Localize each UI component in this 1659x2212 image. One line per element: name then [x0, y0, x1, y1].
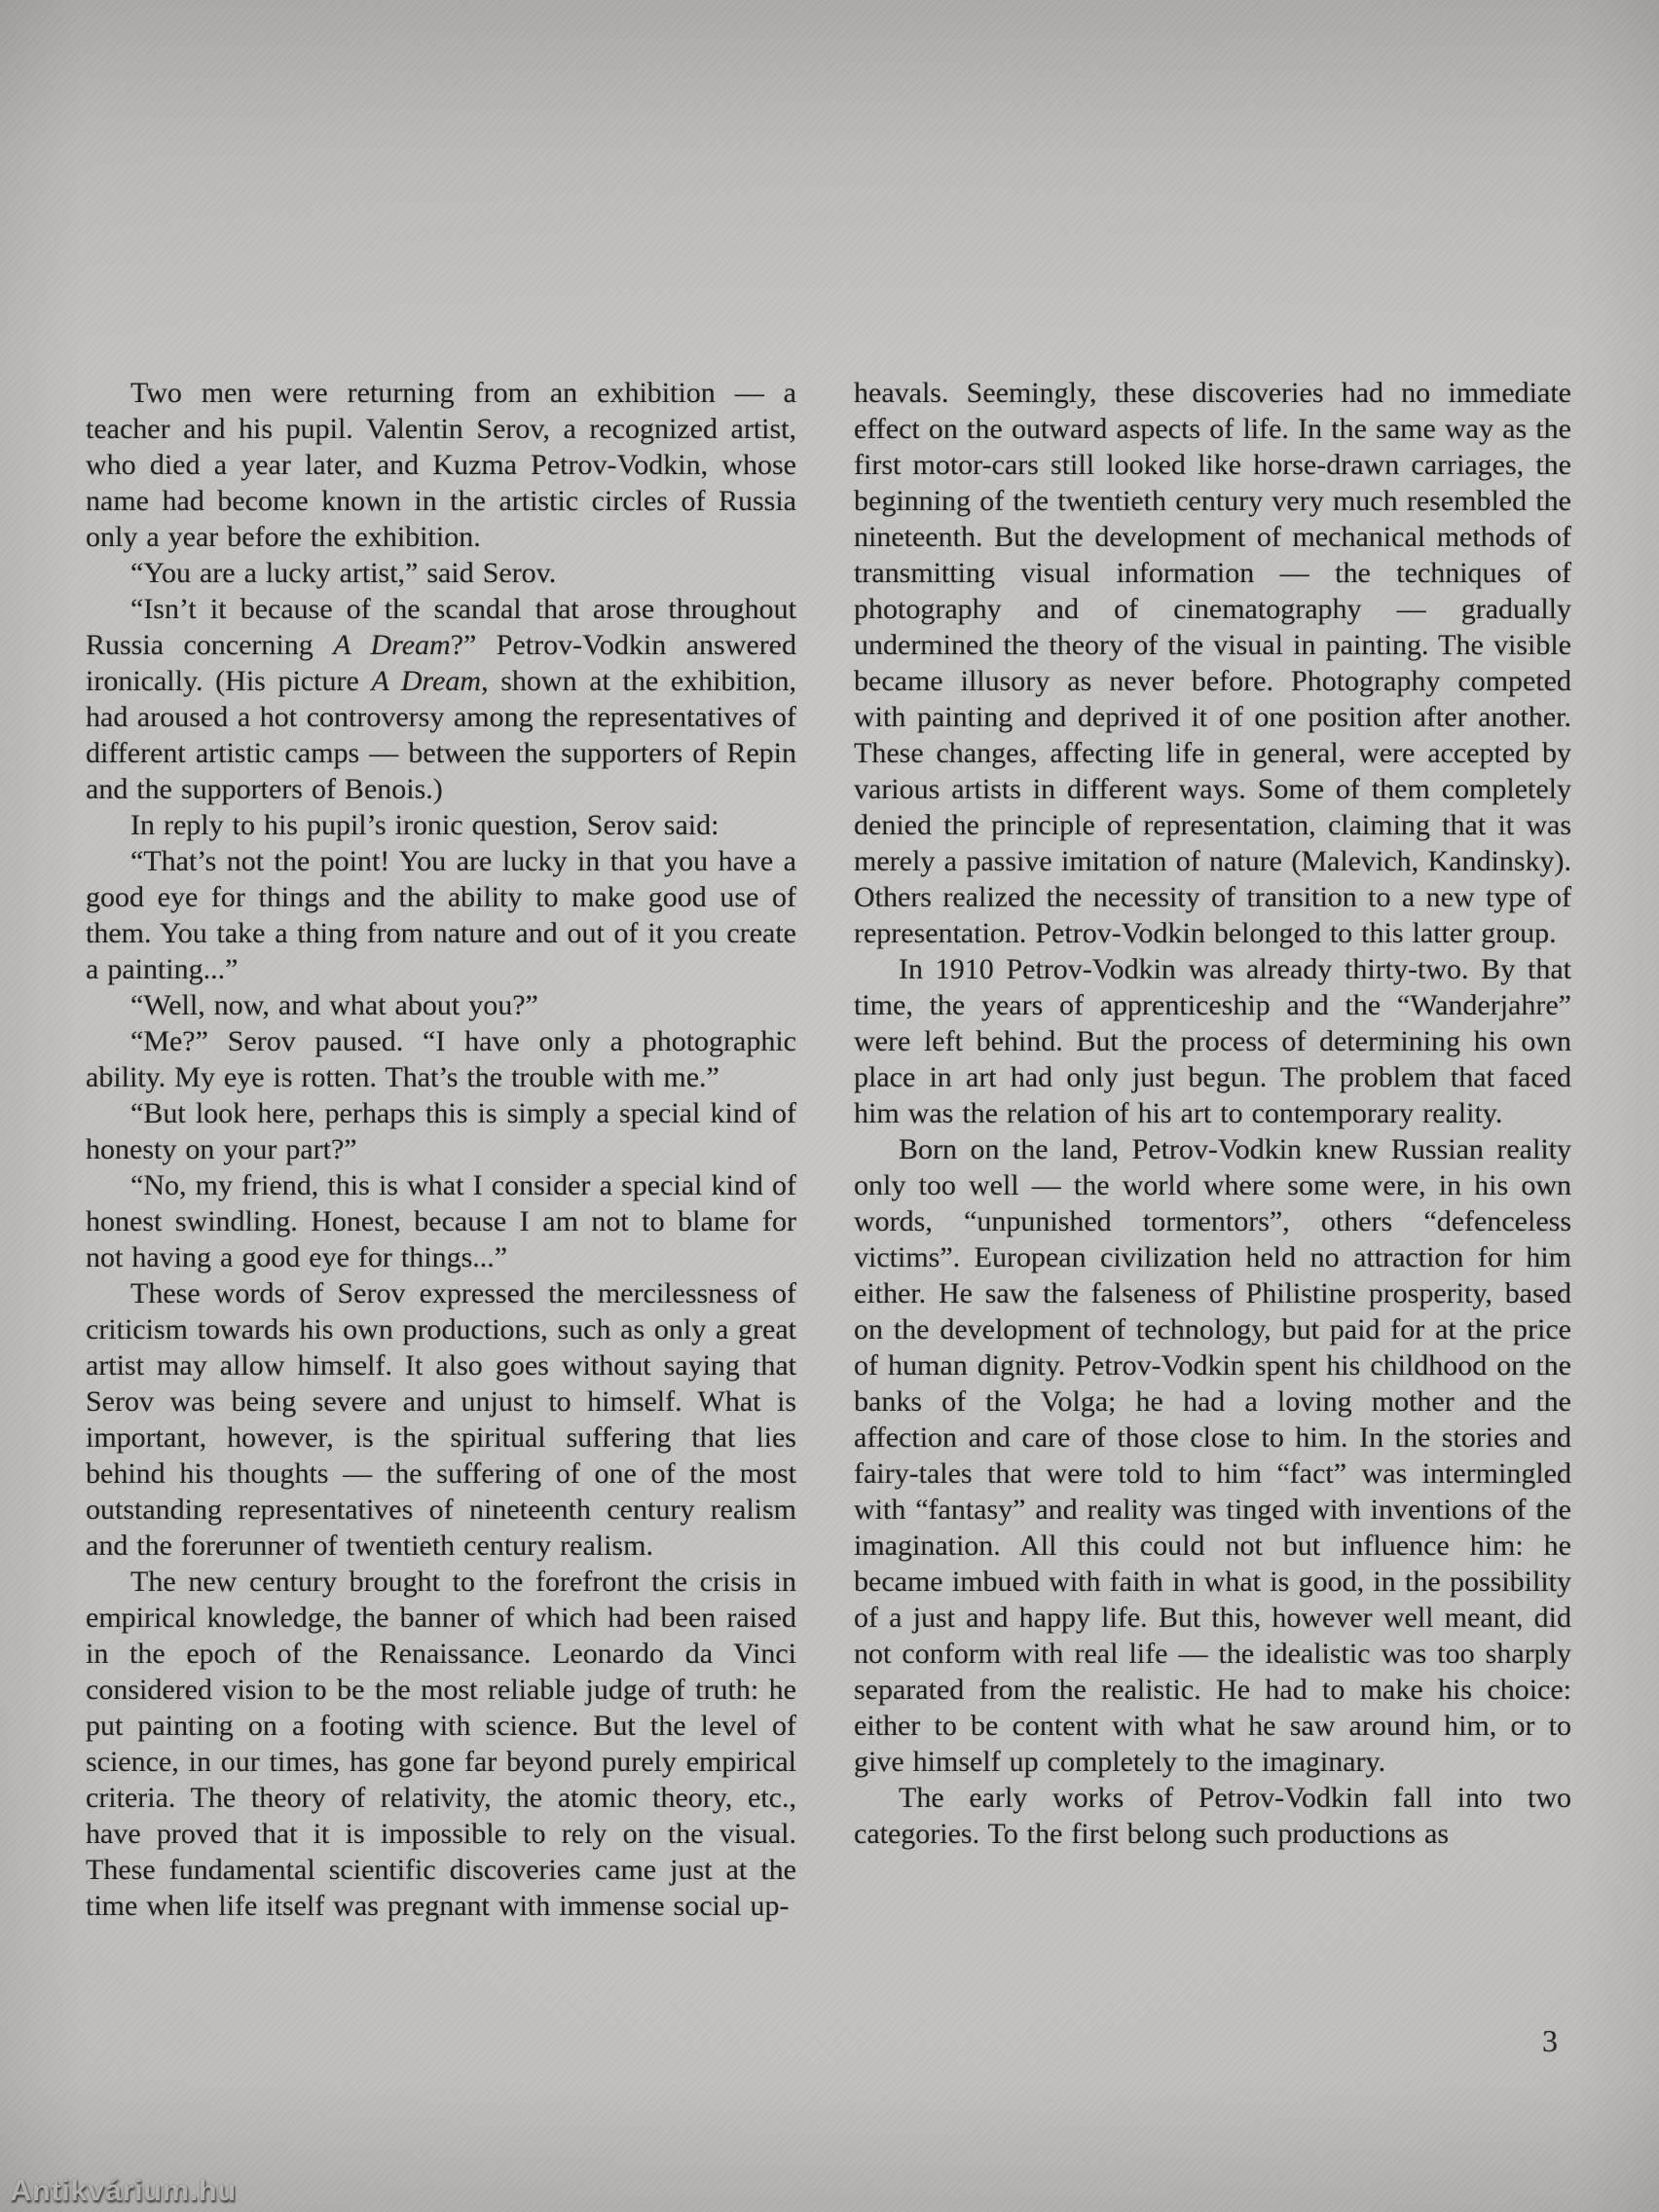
text-column-left	[86, 375, 796, 1924]
paragraph-left-11: The new century brought to the forefront the crisis in empirical knowledge, the banner of which had been raised in the epoch of the Renaissance. Leonardo da Vinci considered vision to be the most reliable judge of truth: he put painting on a footing with science. But the level of science, in our times, has gone far beyond purely empirical criteria. The theory of relativity, the atomic theory, etc., have proved that it is impossible to rely on the visual. These fundamental scientific discoveries came just at the time when life itself was pregnant with immense social up-	[86, 1566, 796, 1922]
paragraph-left-2: “You are a lucky artist,” said Serov.	[130, 557, 557, 589]
paragraph-left-6: “Well, now, and what about you?”	[130, 989, 538, 1021]
text-column-right	[854, 375, 1571, 1852]
watermark: Antikvárium.hu	[10, 2173, 237, 2207]
paragraph-left-8: “But look here, perhaps this is simply a special kind of honesty on your part?”	[86, 1097, 796, 1165]
paragraph-right-4: The early works of Petrov-Vodkin fall into two categories. To the first belong such productions as	[854, 1782, 1571, 1850]
paragraph-left-9: “No, my friend, this is what I consider a special kind of honest swindling. Honest, because I am not to blame for not having a good eye for things...”	[86, 1169, 796, 1273]
paragraph-right-1: heavals. Seemingly, these discoveries had no immediate effect on the outward aspects of life. In the same way as the first motor-cars still looked like horse-drawn carriages, the beginning of the twentieth century very much resembled the nineteenth. But the development of mechanical methods of transmitting visual information — the techniques of photography and of cinematography — gradually undermined the theory of the visual in painting. The visible became illusory as never before. Photography competed with painting and deprived it of one position after another. These changes, affecting life in general, were accepted by various artists in different ways. Some of them completely denied the principle of representation, claiming that it was merely a passive imitation of nature (Malevich, Kandinsky). Others realized the necessity of transition to a new type of representation. Petrov-Vodkin belonged to this latter group.	[854, 377, 1571, 949]
paragraph-right-2: In 1910 Petrov-Vodkin was already thirty-two. By that time, the years of apprenticeship and the “Wanderjahre” were left behind. But the process of determining his own place in art had only just begun. The problem that faced him was the relation of his art to contemporary reality.	[854, 953, 1571, 1129]
paragraph-left-7: “Me?” Serov paused. “I have only a photographic ability. My eye is rotten. That’s the trouble with me.”	[86, 1025, 796, 1093]
picture-title-a-dream: A Dream	[333, 629, 451, 661]
paragraph-left-4: In reply to his pupil’s ironic question, Serov said:	[130, 809, 719, 841]
paragraph-left-1: Two men were returning from an exhibition — a teacher and his pupil. Valentin Serov, a recognized artist, who died a year later, and Kuzma Petrov-Vodkin, whose name had become known in the artistic circles of Russia only a year before the exhibition.	[86, 377, 796, 553]
paragraph-left-3-text-b: ?” Petrov-Vodkin answered ironically. (His picture	[86, 629, 797, 697]
paragraph-left-3	[86, 591, 796, 807]
paragraph-left-5: “That’s not the point! You are lucky in that you have a good eye for things and the ability to make good use of them. You take a thing from nature and out of it you create a painting...”	[86, 845, 796, 985]
paragraph-left-3-text-a: “Isn’t it because of the scandal that arose throughout Russia concerning	[86, 593, 796, 661]
paragraph-left-10: These words of Serov expressed the mercilessness of criticism towards his own productions, such as only a great artist may allow himself. It also goes without saying that Serov was being severe and unjust to himself. What is important, however, is the spiritual suffering that lies behind his thoughts — the suffering of one of the most outstanding representatives of nineteenth century realism and the forerunner of twentieth century realism.	[86, 1277, 796, 1562]
page-number: 3	[1542, 2023, 1558, 2058]
paragraph-right-3: Born on the land, Petrov-Vodkin knew Russian reality only too well — the world where some were, in his own words, “unpunished tormentors”, others “defenceless victims”. European civilization held no attraction for him either. He saw the falseness of Philistine prosperity, based on the development of technology, but paid for at the price of human dignity. Petrov-Vodkin spent his childhood on the banks of the Volga; he had a loving mother and the affection and care of those close to him. In the stories and fairy-tales that were told to him “fact” was intermingled with “fantasy” and reality was tinged with inventions of the imagination. All this could not but influence him: he became imbued with faith in what is good, in the possibility of a just and happy life. But this, however well meant, did not conform with real life — the idealistic was too sharply separated from the realistic. He had to make his choice: either to be content with what he saw around him, or to give himself up completely to the imaginary.	[854, 1133, 1571, 1778]
picture-title-a-dream-2: A Dream	[371, 665, 482, 697]
paragraph-left-3-text-c: , shown at the exhibition, had aroused a hot controversy among the representatives of different artistic camps — between the supporters of Repin and the supporters of Benois.)	[86, 665, 797, 805]
